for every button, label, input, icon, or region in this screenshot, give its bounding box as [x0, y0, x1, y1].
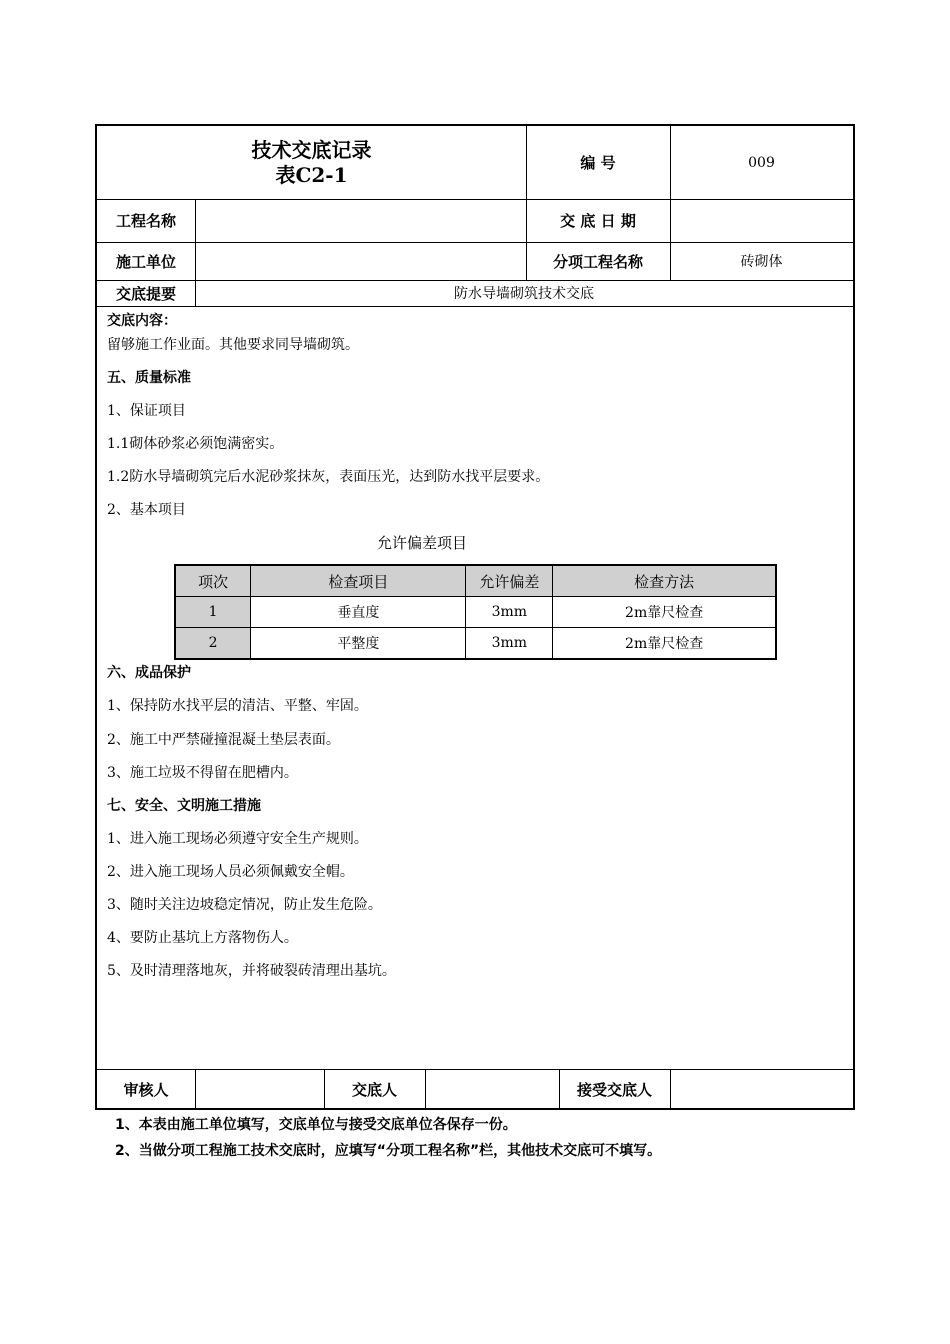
content-line: 2、基本项目: [107, 502, 186, 518]
table-cell: 1: [175, 597, 251, 628]
table-cell: 2: [175, 628, 251, 660]
content-line: 留够施工作业面。其他要求同导墙砌筑。: [107, 337, 359, 353]
table-cell: 平整度: [251, 628, 466, 660]
table-header: 检查方法: [553, 565, 776, 597]
summary-label: 交底提要: [115, 284, 176, 303]
presenter-field[interactable]: [425, 1069, 559, 1110]
presenter-label: 交底人: [351, 1081, 397, 1099]
content-line: 1.2防水导墙砌筑完后水泥砂浆抹灰，表面压光，达到防水找平层要求。: [107, 469, 550, 485]
date-label: 交 底 日 期: [560, 212, 636, 230]
reviewer-label: 审核人: [123, 1081, 169, 1099]
number-label: 编 号: [580, 154, 616, 172]
form-code: 表C2-1: [275, 162, 348, 187]
project-name-field[interactable]: [195, 199, 526, 242]
table-cell: 2m靠尺检查: [553, 597, 776, 628]
content-line: 2、进入施工现场人员必须佩戴安全帽。: [107, 864, 354, 880]
content-line: 5、及时清理落地灰，并将破裂砖清理出基坑。: [107, 963, 396, 979]
content-line: 1、保证项目: [107, 403, 186, 419]
sub-project-label: 分项工程名称: [552, 252, 643, 271]
project-name-label: 工程名称: [115, 212, 176, 230]
table-row: [175, 597, 776, 628]
section-heading: 六、成品保护: [107, 665, 191, 681]
form-footnotes: [115, 1112, 661, 1164]
form-title: 技术交底记录: [251, 137, 372, 162]
tolerance-table: [174, 564, 777, 660]
content-line: 4、要防止基坑上方落物伤人。: [107, 930, 298, 946]
content-line: 1、保持防水找平层的清洁、平整、牢固。: [107, 698, 368, 714]
footnote: 2、当做分项工程施工技术交底时，应填写“分项工程名称”栏，其他技术交底可不填写。: [115, 1143, 662, 1159]
content-line: 3、随时关注边坡稳定情况，防止发生危险。: [107, 897, 382, 913]
tolerance-table-title: 允许偏差项目: [377, 534, 468, 552]
date-field[interactable]: [670, 199, 853, 242]
table-header: 允许偏差: [466, 565, 553, 597]
sub-project-field[interactable]: 砖砌体: [740, 254, 783, 270]
content-line: 1.1砌体砂浆必须饱满密实。: [107, 436, 284, 452]
receiver-field[interactable]: [670, 1069, 853, 1110]
number-value[interactable]: 009: [748, 154, 775, 171]
section-heading: 七、安全、文明施工措施: [107, 798, 261, 814]
content-heading: 交底内容：: [107, 313, 177, 329]
reviewer-field[interactable]: [195, 1069, 324, 1110]
table-cell: 垂直度: [251, 597, 466, 628]
section-heading: 五、质量标准: [107, 370, 191, 386]
form-title-block: [97, 126, 526, 199]
table-cell: 3mm: [466, 597, 553, 628]
unit-label: 施工单位: [115, 252, 176, 271]
technical-briefing-form: [95, 124, 855, 1110]
table-header: 项次: [175, 565, 251, 597]
summary-field[interactable]: 防水导墙砌筑技术交底: [454, 286, 594, 302]
table-cell: 2m靠尺检查: [553, 628, 776, 660]
unit-field[interactable]: [195, 242, 526, 280]
table-header: 检查项目: [251, 565, 466, 597]
row-divider: [97, 306, 853, 307]
receiver-label: 接受交底人: [576, 1081, 652, 1099]
content-line: 1、进入施工现场必须遵守安全生产规则。: [107, 831, 368, 847]
table-cell: 3mm: [466, 628, 553, 660]
footnote: 1、本表由施工单位填写，交底单位与接受交底单位各保存一份。: [115, 1117, 517, 1133]
table-header-row: [175, 565, 776, 597]
content-line: 2、施工中严禁碰撞混凝土垫层表面。: [107, 732, 340, 748]
content-line: 3、施工垃圾不得留在肥槽内。: [107, 765, 298, 781]
table-row: [175, 628, 776, 660]
